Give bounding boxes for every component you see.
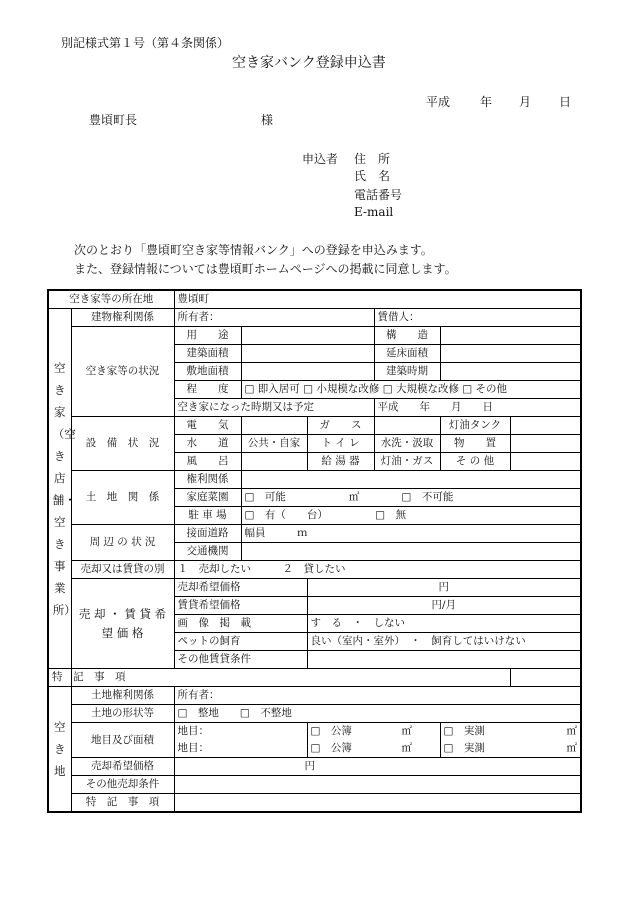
page-title: 空き家バンク登録申込書 xyxy=(232,55,386,71)
building-area-label: 建築面積 xyxy=(174,345,241,363)
land-category-row-1[interactable]: 地目： xyxy=(174,723,307,741)
intro-line-2: また、登録情報については豊頃町ホームページへの掲載に同意します。 xyxy=(74,262,457,276)
section-vacant-land: 空き地 xyxy=(48,687,71,813)
building-rights-label: 建物権利関係 xyxy=(71,309,174,327)
registry-option-2[interactable]: □ 公簿 xyxy=(307,740,374,758)
honorific: 様 xyxy=(261,113,274,127)
gas-label: ガ ス xyxy=(307,417,374,435)
date-day: 日 xyxy=(559,95,572,109)
land-other-label: その他売却条件 xyxy=(71,776,174,794)
sale-price-field[interactable]: 円 xyxy=(307,579,581,597)
floor-area-field[interactable] xyxy=(440,345,581,363)
parking-options[interactable]: □ 有（ 台） □ 無 xyxy=(241,507,581,525)
land-shape-options[interactable]: □ 整地 □ 不整地 xyxy=(174,705,581,723)
oil-tank-label: 灯油タンク xyxy=(440,417,510,435)
registry-sqm-1: ㎡ xyxy=(374,723,440,741)
applicant-address-label: 住 所 xyxy=(354,152,391,166)
applicant-label: 申込者 xyxy=(302,152,339,166)
site-area-field[interactable] xyxy=(241,363,374,381)
date-year: 年 xyxy=(480,95,493,109)
water-options[interactable]: 公共・自家 xyxy=(241,435,307,453)
land-owner-field[interactable]: 所有者： xyxy=(174,687,581,705)
registry-sqm-2: ㎡ xyxy=(374,740,440,758)
survey-sqm-2: ㎡ xyxy=(510,740,581,758)
land-other-field[interactable] xyxy=(174,776,581,794)
land-category-label: 地目及び面積 xyxy=(71,723,174,758)
vacant-since-label: 空き家になった時期又は予定 xyxy=(174,399,374,417)
facilities-label: 設 備 状 況 xyxy=(71,417,174,471)
road-label: 接面道路 xyxy=(174,525,241,543)
applicant-name-label: 氏 名 xyxy=(354,169,391,183)
sale-price-label: 売却希望価格 xyxy=(174,579,307,597)
price-label: 売 却 ・ 賃 貸 希 望 価 格 xyxy=(71,579,174,669)
degree-label: 程 度 xyxy=(174,381,241,399)
built-time-label: 建築時期 xyxy=(374,363,440,381)
land-relation-label: 土 地 関 係 xyxy=(71,471,174,525)
sale-or-rent-label: 売却又は賃貸の別 xyxy=(71,561,174,579)
pet-label: ペットの飼育 xyxy=(174,633,307,651)
bath-field[interactable] xyxy=(241,453,307,471)
location-value[interactable]: 豊頃町 xyxy=(174,290,581,309)
transport-label: 交通機関 xyxy=(174,543,241,561)
vacant-since-date[interactable]: 平成 年 月 日 xyxy=(374,399,581,417)
sale-or-rent-options[interactable]: １ 売却したい ２ 貸したい xyxy=(174,561,581,579)
degree-options[interactable]: □ 即入居可 □ 小規模な改修 □ 大規模な改修 □ その他 xyxy=(241,381,581,399)
land-category-row-2[interactable]: 地目： xyxy=(174,740,307,758)
form-number: 別記様式第１号（第４条関係） xyxy=(61,36,230,50)
date-era: 平成 xyxy=(426,95,451,109)
land-price-field[interactable]: 円 xyxy=(174,758,581,776)
tenant-field[interactable]: 賃借人： xyxy=(374,309,581,327)
heater-options[interactable]: 灯油・ガス xyxy=(374,453,440,471)
land-remarks-field[interactable] xyxy=(174,794,581,813)
built-time-field[interactable] xyxy=(440,363,581,381)
survey-option-1[interactable]: □ 実測 xyxy=(440,723,510,741)
storage-label: 物 置 xyxy=(440,435,510,453)
use-label: 用 途 xyxy=(174,327,241,345)
road-field[interactable]: 幅員 ｍ xyxy=(241,525,581,543)
garden-options[interactable]: □ 可能 ㎡ □ 不可能 xyxy=(241,489,581,507)
electric-field[interactable] xyxy=(241,417,307,435)
land-shape-label: 土地の形状等 xyxy=(71,705,174,723)
applicant-phone-label: 電話番号 xyxy=(354,188,403,202)
house-status-label: 空き家等の状況 xyxy=(71,327,174,417)
location-label: 空き家等の所在地 xyxy=(48,290,174,309)
facility-other-label: そ の 他 xyxy=(440,453,510,471)
registry-option-1[interactable]: □ 公簿 xyxy=(307,723,374,741)
house-remarks-label: 特 記 事 項 xyxy=(48,669,71,687)
facility-other-field[interactable] xyxy=(510,453,581,471)
surroundings-label: 周 辺 の 状 況 xyxy=(71,525,174,561)
intro-line-1: 次のとおり「豊頃町空き家等情報バンク」への登録を申込みます。 xyxy=(74,243,433,257)
structure-field[interactable] xyxy=(440,327,581,345)
storage-field[interactable] xyxy=(510,435,581,453)
land-remarks-label: 特 記 事 項 xyxy=(71,794,174,813)
other-rent-field[interactable] xyxy=(307,651,581,669)
photo-options[interactable]: す る ・ しない xyxy=(307,615,581,633)
date-month: 月 xyxy=(519,95,532,109)
survey-option-2[interactable]: □ 実測 xyxy=(440,740,510,758)
water-label: 水 道 xyxy=(174,435,241,453)
garden-label: 家庭菜園 xyxy=(174,489,241,507)
bath-label: 風 呂 xyxy=(174,453,241,471)
parking-label: 駐 車 場 xyxy=(174,507,241,525)
survey-sqm-1: ㎡ xyxy=(510,723,581,741)
owner-field[interactable]: 所有者： xyxy=(174,309,374,327)
photo-label: 画 像 掲 載 xyxy=(174,615,307,633)
pet-options[interactable]: 良い（室内・室外） ・ 飼育してはいけない xyxy=(307,633,581,651)
rent-price-field[interactable]: 円/月 xyxy=(307,597,581,615)
rent-price-label: 賃貸希望価格 xyxy=(174,597,307,615)
gas-field[interactable] xyxy=(374,417,440,435)
toilet-label: ト イ レ xyxy=(307,435,374,453)
addressee: 豊頃町長 xyxy=(89,113,138,127)
toilet-options[interactable]: 水洗・汲取 xyxy=(374,435,440,453)
structure-label: 構 造 xyxy=(374,327,440,345)
use-field[interactable] xyxy=(241,327,374,345)
section-vacant-house: 空き家（空き店舗・空き事業所） xyxy=(48,309,71,669)
heater-label: 給 湯 器 xyxy=(307,453,374,471)
floor-area-label: 延床面積 xyxy=(374,345,440,363)
electric-label: 電 気 xyxy=(174,417,241,435)
oil-tank-field[interactable] xyxy=(510,417,581,435)
land-rights-field[interactable] xyxy=(241,471,581,489)
land-price-label: 売却希望価格 xyxy=(71,758,174,776)
registration-form-table xyxy=(47,289,582,813)
other-rent-label: その他賃貸条件 xyxy=(174,651,307,669)
land-rights-label: 権利関係 xyxy=(174,471,241,489)
house-remarks-field[interactable] xyxy=(71,669,510,687)
building-area-field[interactable] xyxy=(241,345,374,363)
site-area-label: 敷地面積 xyxy=(174,363,241,381)
transport-field[interactable] xyxy=(241,543,581,561)
applicant-email-label: E-mail xyxy=(354,205,394,219)
land-rights-relation-label: 土地権利関係 xyxy=(71,687,174,705)
